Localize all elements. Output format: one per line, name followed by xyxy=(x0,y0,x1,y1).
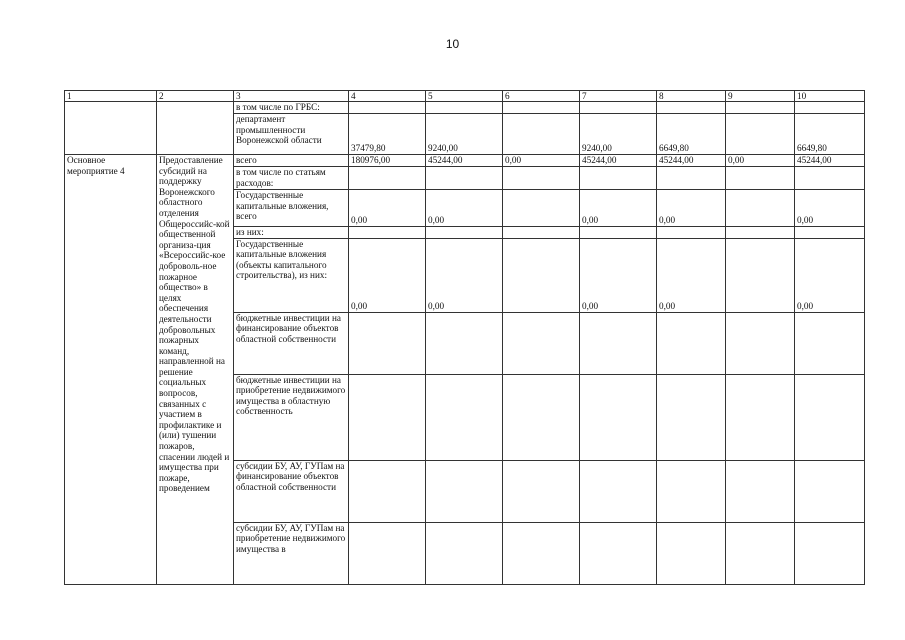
value-cell xyxy=(503,190,580,227)
row-label: в том числе по ГРБС: xyxy=(234,102,349,114)
empty-cell xyxy=(157,102,234,155)
column-header: 7 xyxy=(580,91,657,102)
value-cell xyxy=(726,190,795,227)
value-cell: 0,00 xyxy=(795,238,865,312)
row-label: из них: xyxy=(234,227,349,239)
value-cell: 9240,00 xyxy=(580,114,657,155)
value-cell: 0,00 xyxy=(349,190,426,227)
value-cell: 45244,00 xyxy=(580,155,657,167)
column-header: 6 xyxy=(503,91,580,102)
measure-description: Предоставление субсидий на поддержку Воронежского областного отделения Общероссийс-кой общественной организа-ция «Всероссийс-кое доброволь-ное пожарное общество» в целях обеспечения деятельности добровольных пожарных команд, направленной на решение социальных вопросов, связанных с участием в профилактике и (или) тушении пожаров, спасении людей и имущества при пожаре, проведением xyxy=(157,155,234,585)
row-label: субсидии БУ, АУ, ГУПам на финансирование объектов областной собственности xyxy=(234,460,349,522)
row-label: департамент промышленности Воронежской области xyxy=(234,114,349,155)
budget-table xyxy=(64,90,865,585)
row-label: бюджетные инвестиции на финансирование объектов областной собственности xyxy=(234,312,349,374)
value-cell: 6649,80 xyxy=(657,114,726,155)
table-row xyxy=(65,155,865,167)
column-header: 10 xyxy=(795,91,865,102)
column-header: 9 xyxy=(726,91,795,102)
column-header: 4 xyxy=(349,91,426,102)
value-cell: 0,00 xyxy=(795,190,865,227)
value-cell xyxy=(503,114,580,155)
value-cell: 0,00 xyxy=(503,155,580,167)
value-cell: 0,00 xyxy=(657,190,726,227)
value-cell: 0,00 xyxy=(426,190,503,227)
value-cell: 9240,00 xyxy=(426,114,503,155)
value-cell: 0,00 xyxy=(426,238,503,312)
page-number: 10 xyxy=(445,37,460,51)
column-header: 1 xyxy=(65,91,157,102)
row-label: субсидии БУ, АУ, ГУПам на приобретение недвижимого имущества в xyxy=(234,522,349,584)
column-header: 8 xyxy=(657,91,726,102)
measure-name: Основное мероприятие 4 xyxy=(65,155,157,585)
table-row xyxy=(65,102,865,114)
value-cell: 0,00 xyxy=(580,190,657,227)
row-label: в том числе по статьям расходов: xyxy=(234,167,349,190)
value-cell xyxy=(726,114,795,155)
value-cell: 0,00 xyxy=(726,155,795,167)
value-cell: 0,00 xyxy=(580,238,657,312)
value-cell: 0,00 xyxy=(657,238,726,312)
value-cell: 37479,80 xyxy=(349,114,426,155)
empty-cell xyxy=(65,102,157,155)
row-label: Государственные капитальные вложения (объекты капитального строительства), из них: xyxy=(234,238,349,312)
value-cell: 45244,00 xyxy=(657,155,726,167)
value-cell: 0,00 xyxy=(349,238,426,312)
value-cell xyxy=(503,238,580,312)
row-label: всего xyxy=(234,155,349,167)
header-row xyxy=(65,91,865,102)
value-cell: 180976,00 xyxy=(349,155,426,167)
value-cell: 45244,00 xyxy=(426,155,503,167)
value-cell xyxy=(726,238,795,312)
row-label: бюджетные инвестиции на приобретение недвижимого имущества в областную собственность xyxy=(234,374,349,460)
column-header: 5 xyxy=(426,91,503,102)
column-header: 2 xyxy=(157,91,234,102)
column-header: 3 xyxy=(234,91,349,102)
value-cell: 6649,80 xyxy=(795,114,865,155)
value-cell: 45244,00 xyxy=(795,155,865,167)
row-label: Государственные капитальные вложения, всего xyxy=(234,190,349,227)
